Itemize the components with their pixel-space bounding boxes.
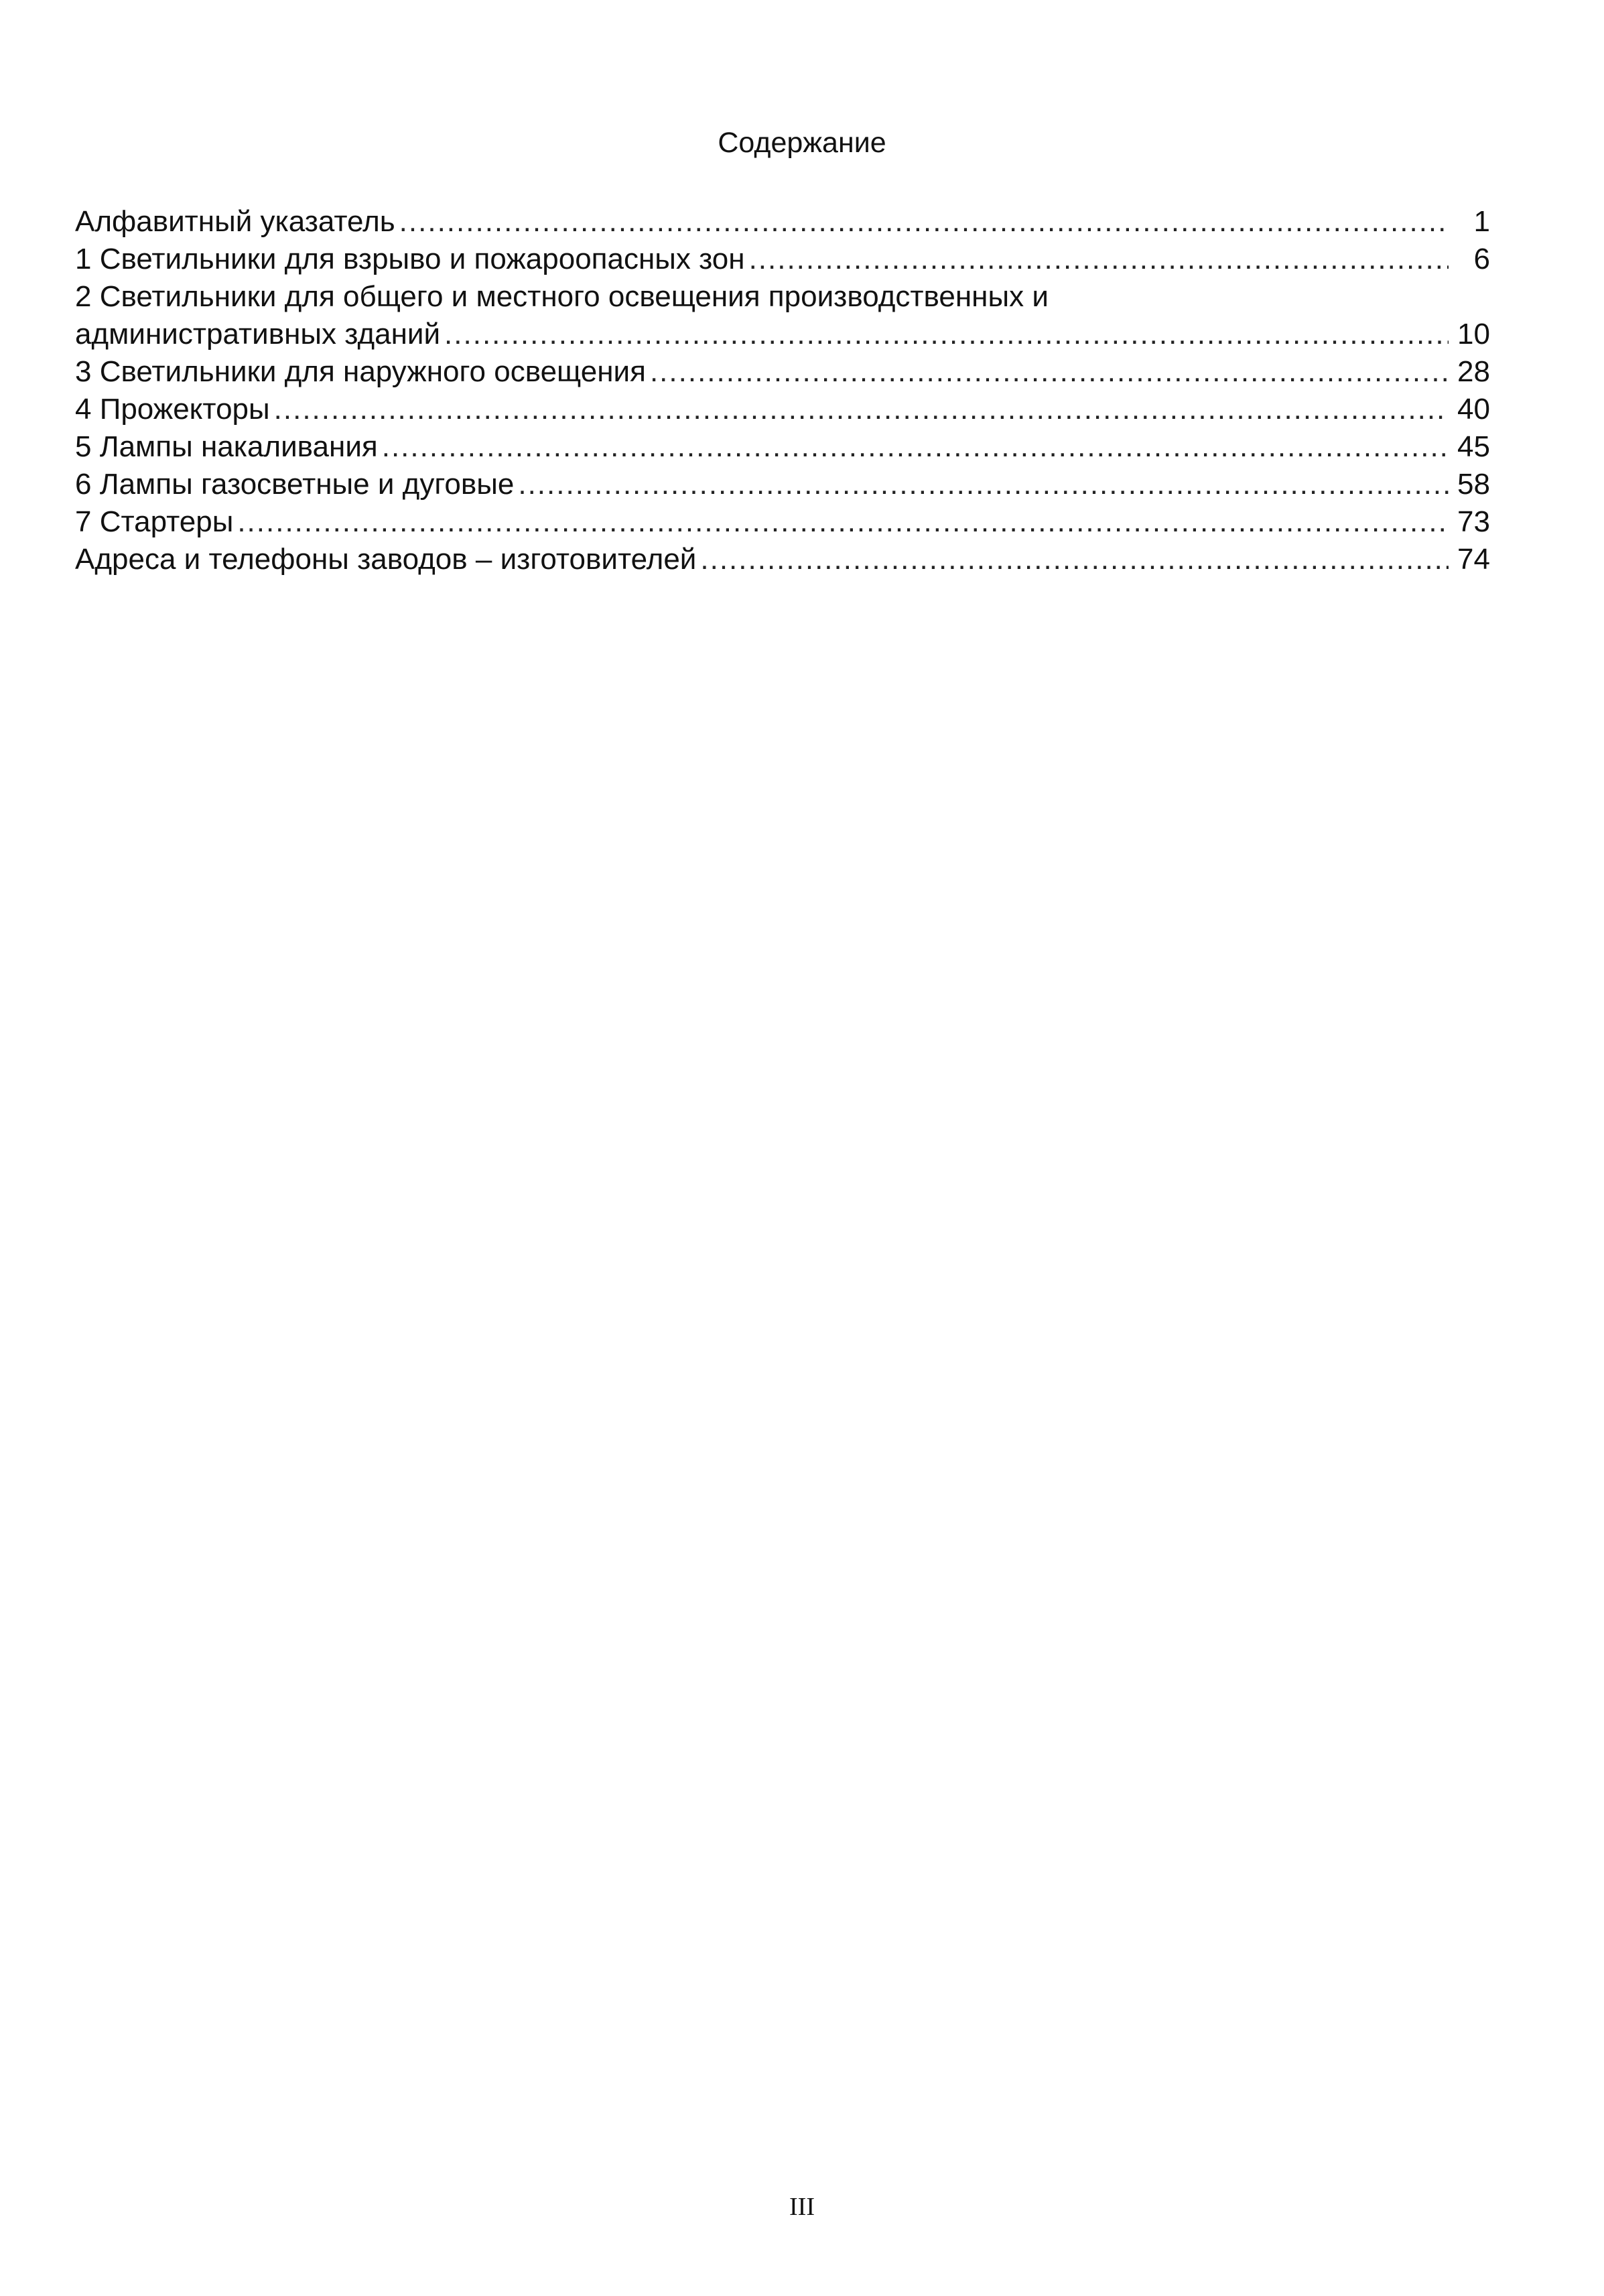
toc-entry-manufacturer-addresses[interactable]	[75, 541, 1490, 578]
dot-leader	[274, 391, 1449, 428]
toc-entry-section-4[interactable]	[75, 391, 1490, 428]
dot-leader	[700, 541, 1449, 578]
toc-entry-label: Алфавитный указатель	[75, 205, 395, 238]
toc-entry-section-6[interactable]	[75, 466, 1490, 503]
dot-leader	[650, 353, 1449, 391]
toc-entry-page: 45	[1457, 430, 1490, 463]
toc-entry-label: административных зданий	[75, 318, 441, 350]
toc-entry-section-5[interactable]	[75, 428, 1490, 466]
dot-leader	[518, 466, 1449, 503]
toc-entry-page: 1	[1473, 205, 1490, 238]
dot-leader	[399, 203, 1449, 241]
toc-entry-label: 5 Лампы накаливания	[75, 430, 378, 463]
toc-entry-page: 10	[1457, 318, 1490, 350]
toc-entry-label: 1 Светильники для взрыво и пожароопасных зон	[75, 243, 745, 275]
dot-leader	[444, 316, 1449, 353]
dot-leader	[237, 503, 1449, 541]
table-of-contents	[75, 203, 1490, 578]
toc-entry-label: 7 Стартеры	[75, 505, 234, 538]
toc-entry-section-7[interactable]	[75, 503, 1490, 541]
toc-entry-page: 6	[1473, 243, 1490, 275]
toc-entry-label: 2 Светильники для общего и местного освещения производственных и	[75, 280, 1049, 313]
toc-entry-page: 73	[1457, 505, 1490, 538]
toc-entry-section-2-line-1[interactable]	[75, 278, 1490, 316]
toc-entry-label: 4 Прожекторы	[75, 393, 270, 426]
toc-entry-section-1[interactable]	[75, 241, 1490, 278]
toc-entry-page: 74	[1457, 543, 1490, 576]
toc-entry-label: 6 Лампы газосветные и дуговые	[75, 468, 515, 501]
footer-page-number: III	[789, 2193, 815, 2221]
toc-entry-page: 40	[1457, 393, 1490, 426]
toc-entry-label: 3 Светильники для наружного освещения	[75, 355, 646, 388]
toc-entry-section-3[interactable]	[75, 353, 1490, 391]
toc-entry-section-2[interactable]	[75, 316, 1490, 353]
toc-entry-alphabetical-index[interactable]	[75, 203, 1490, 241]
toc-entry-page: 58	[1457, 468, 1490, 501]
dot-leader	[749, 241, 1449, 278]
toc-entry-label: Адреса и телефоны заводов – изготовителей	[75, 543, 697, 576]
toc-title: Содержание	[718, 127, 886, 159]
toc-entry-page: 28	[1457, 355, 1490, 388]
dot-leader	[382, 428, 1449, 466]
